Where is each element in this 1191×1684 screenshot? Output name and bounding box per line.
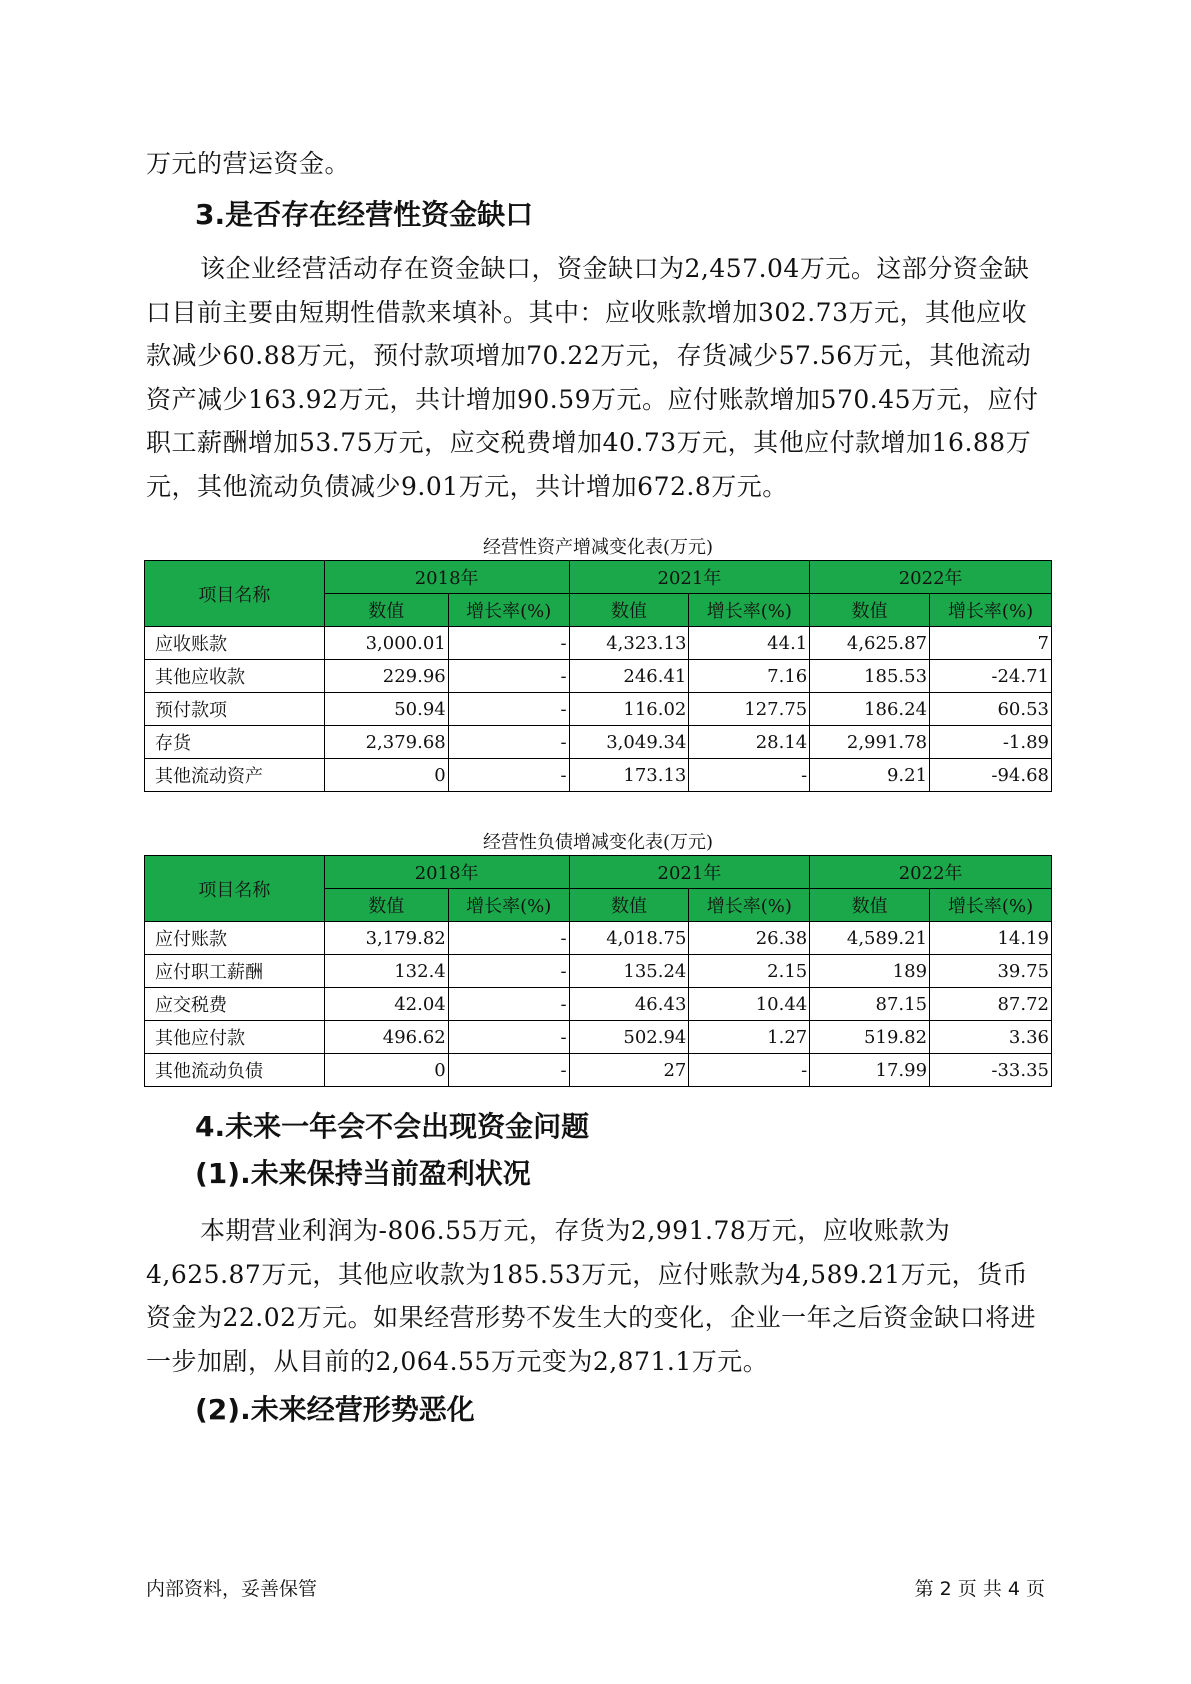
header-growth-rate: 增长率(%) [689, 889, 810, 922]
header-year: 2021年 [569, 561, 810, 594]
growth-rate-cell: 39.75 [930, 955, 1052, 988]
intro-tail-text: 万元的营运资金。 [146, 149, 351, 178]
header-growth-rate: 增长率(%) [448, 889, 569, 922]
growth-rate-cell: - [448, 627, 569, 660]
header-year: 2018年 [324, 856, 569, 889]
value-cell: 4,018.75 [569, 922, 689, 955]
value-cell: 246.41 [569, 660, 689, 693]
assets-table-caption: 经营性资产增减变化表(万元) [482, 537, 714, 558]
growth-rate-cell: - [689, 1054, 810, 1087]
table-row [145, 1021, 1052, 1054]
section3-body: 该企业经营活动存在资金缺口，资金缺口为2,457.04万元。这部分资金缺口目前主要由短期性借款来填补。其中：应收账款增加302.73万元，其他应收款减少60.88万元，预付款项增加70.22万元，存货减少57.56万元，其他流动资产减少163.92万元，共计增加90.59万元。应付账款增加570.45万元，应付职工薪酬增加53.75万元，应交税费增加40.73万元，其他应付款增加16.88万元，其他流动负债减少9.01万元，共计增加672.8万元。 [146, 254, 1039, 501]
table-row [145, 627, 1052, 660]
growth-rate-cell: - [448, 660, 569, 693]
value-cell: 27 [569, 1054, 689, 1087]
growth-rate-cell: 87.72 [930, 988, 1052, 1021]
row-label: 其他流动负债 [145, 1054, 325, 1087]
header-value: 数值 [324, 594, 448, 627]
table-row [145, 1054, 1052, 1087]
header-growth-rate: 增长率(%) [930, 594, 1052, 627]
value-cell: 173.13 [569, 759, 689, 792]
value-cell: 4,323.13 [569, 627, 689, 660]
growth-rate-cell: - [448, 955, 569, 988]
section4-sub1-title: (1).未来保持当前盈利状况 [195, 1157, 531, 1190]
growth-rate-cell: 60.53 [930, 693, 1052, 726]
growth-rate-cell: 2.15 [689, 955, 810, 988]
value-cell: 0 [324, 759, 448, 792]
row-label: 应收账款 [145, 627, 325, 660]
header-item-name: 项目名称 [145, 561, 325, 627]
growth-rate-cell: 7.16 [689, 660, 810, 693]
growth-rate-cell: - [448, 922, 569, 955]
section3-title: 3.是否存在经营性资金缺口 [195, 198, 534, 231]
value-cell: 496.62 [324, 1021, 448, 1054]
value-cell: 229.96 [324, 660, 448, 693]
growth-rate-cell: 44.1 [689, 627, 810, 660]
value-cell: 50.94 [324, 693, 448, 726]
value-cell: 135.24 [569, 955, 689, 988]
table-row [145, 693, 1052, 726]
row-label: 应交税费 [145, 988, 325, 1021]
header-value: 数值 [324, 889, 448, 922]
growth-rate-cell: -1.89 [930, 726, 1052, 759]
growth-rate-cell: - [448, 693, 569, 726]
row-label: 其他流动资产 [145, 759, 325, 792]
value-cell: 189 [810, 955, 930, 988]
growth-rate-cell: - [448, 1054, 569, 1087]
footer-page-number: 第 2 页 共 4 页 [914, 1578, 1045, 1600]
liabilities-table [144, 855, 1052, 1087]
header-item-name: 项目名称 [145, 856, 325, 922]
value-cell: 185.53 [810, 660, 930, 693]
row-label: 其他应收款 [145, 660, 325, 693]
growth-rate-cell: 14.19 [930, 922, 1052, 955]
growth-rate-cell: 26.38 [689, 922, 810, 955]
growth-rate-cell: - [448, 726, 569, 759]
row-label: 存货 [145, 726, 325, 759]
value-cell: 3,000.01 [324, 627, 448, 660]
value-cell: 2,991.78 [810, 726, 930, 759]
header-year: 2022年 [810, 856, 1052, 889]
growth-rate-cell: -94.68 [930, 759, 1052, 792]
header-year: 2018年 [324, 561, 569, 594]
growth-rate-cell: - [689, 759, 810, 792]
assets-table [144, 560, 1052, 792]
value-cell: 4,589.21 [810, 922, 930, 955]
row-label: 预付款项 [145, 693, 325, 726]
value-cell: 0 [324, 1054, 448, 1087]
value-cell: 132.4 [324, 955, 448, 988]
row-label: 其他应付款 [145, 1021, 325, 1054]
section4-title: 4.未来一年会不会出现资金问题 [195, 1110, 590, 1143]
table-row [145, 759, 1052, 792]
growth-rate-cell: 7 [930, 627, 1052, 660]
section4-sub2-title: (2).未来经营形势恶化 [195, 1393, 475, 1426]
footer-left-note: 内部资料，妥善保管 [146, 1578, 318, 1600]
table-row [145, 726, 1052, 759]
header-year: 2021年 [569, 856, 810, 889]
header-year: 2022年 [810, 561, 1052, 594]
value-cell: 186.24 [810, 693, 930, 726]
table-row [145, 922, 1052, 955]
value-cell: 4,625.87 [810, 627, 930, 660]
growth-rate-cell: 28.14 [689, 726, 810, 759]
row-label: 应付账款 [145, 922, 325, 955]
value-cell: 42.04 [324, 988, 448, 1021]
growth-rate-cell: 3.36 [930, 1021, 1052, 1054]
value-cell: 519.82 [810, 1021, 930, 1054]
growth-rate-cell: 127.75 [689, 693, 810, 726]
section4-sub1-body: 本期营业利润为-806.55万元，存货为2,991.78万元，应收账款为4,625.87万元，其他应收款为185.53万元，应付账款为4,589.21万元，货币资金为22.02万元。如果经营形势不发生大的变化，企业一年之后资金缺口将进一步加剧，从目前的2,064.55万元变为2,871.1万元。 [146, 1216, 1037, 1376]
header-value: 数值 [810, 594, 930, 627]
value-cell: 46.43 [569, 988, 689, 1021]
value-cell: 3,179.82 [324, 922, 448, 955]
value-cell: 116.02 [569, 693, 689, 726]
header-growth-rate: 增长率(%) [930, 889, 1052, 922]
value-cell: 9.21 [810, 759, 930, 792]
value-cell: 2,379.68 [324, 726, 448, 759]
value-cell: 3,049.34 [569, 726, 689, 759]
table-row [145, 955, 1052, 988]
table-row [145, 660, 1052, 693]
growth-rate-cell: - [448, 1021, 569, 1054]
value-cell: 502.94 [569, 1021, 689, 1054]
header-growth-rate: 增长率(%) [689, 594, 810, 627]
header-growth-rate: 增长率(%) [448, 594, 569, 627]
header-value: 数值 [569, 889, 689, 922]
liabilities-table-caption: 经营性负债增减变化表(万元) [482, 832, 714, 853]
header-value: 数值 [569, 594, 689, 627]
growth-rate-cell: -33.35 [930, 1054, 1052, 1087]
growth-rate-cell: -24.71 [930, 660, 1052, 693]
row-label: 应付职工薪酬 [145, 955, 325, 988]
growth-rate-cell: - [448, 759, 569, 792]
growth-rate-cell: 10.44 [689, 988, 810, 1021]
value-cell: 17.99 [810, 1054, 930, 1087]
table-row [145, 988, 1052, 1021]
growth-rate-cell: 1.27 [689, 1021, 810, 1054]
growth-rate-cell: - [448, 988, 569, 1021]
value-cell: 87.15 [810, 988, 930, 1021]
header-value: 数值 [810, 889, 930, 922]
